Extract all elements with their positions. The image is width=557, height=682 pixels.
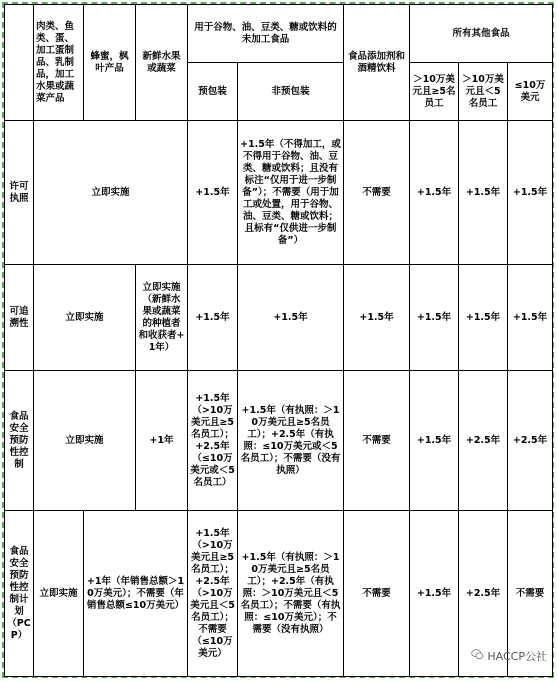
- cell-non-prepackaged: +1.5年（不得加工，或不得用于谷物、油、豆类、糖或饮料；且没有标注“仅用于进一步制备”）；不需要（用于加工或处置，用于谷物、油、豆类、糖或饮料；且标有“仅供进一步制备”）: [238, 121, 344, 265]
- header-fresh-produce: 新鲜水果或蔬菜: [136, 5, 188, 121]
- cell-additives: 不需要: [344, 121, 410, 265]
- cell-fresh-produce: +1年: [136, 371, 188, 511]
- cell-other-3: +1.5年: [508, 121, 553, 265]
- cell-additives: 不需要: [344, 511, 410, 677]
- header-non-prepackaged: 非预包装: [238, 63, 344, 121]
- watermark: [471, 648, 547, 664]
- row-label-pcp: 食品安全预防性控制计划（PCP）: [5, 511, 34, 677]
- header-over100k-5plus: ＞10万美元且≥5名员工: [410, 63, 459, 121]
- cell-prepackaged: +1.5年: [188, 265, 238, 371]
- cell-immediate: 立即实施: [34, 371, 136, 511]
- header-honey-maple: 蜂蜜，枫叶产品: [84, 5, 136, 121]
- cell-other-2: +1.5年: [459, 121, 508, 265]
- cell-other-3: 不需要: [508, 511, 553, 677]
- cell-non-prepackaged: +1.5年（有执照：＞10万美元且≥5名员工）；+2.5年（有执照：＞10万美元且＜5名员工）；不需要（有执照：≤10万美元）；不需要（没有执照）: [238, 511, 344, 677]
- header-additives: 食品添加剂和酒精饮料: [344, 5, 410, 121]
- header-over100k-under5: ＞10万美元且＜5名员工: [459, 63, 508, 121]
- regulation-table: [4, 4, 553, 677]
- watermark-text: HACCP公社: [487, 650, 547, 663]
- cell-other-1: +1.5年: [410, 371, 459, 511]
- cell-prepackaged: +1.5年（>10万美元且≥5名员工）；+2.5年（>10万美元且＜5名员工）；不需要（≤10万美元）: [188, 511, 238, 677]
- cell-immediate: 立即实施: [34, 121, 188, 265]
- cell-fresh-produce: 立即实施（新鲜水果或蔬菜的种植者和收获者+1年）: [136, 265, 188, 371]
- cell-other-1: +1.5年: [410, 121, 459, 265]
- header-grain-group: 用于谷物、油、豆类、糖或饮料的未加工食品: [188, 5, 344, 63]
- cell-prepackaged: +1.5年: [188, 121, 238, 265]
- row-label-preventive-controls: 食品安全预防性控制: [5, 371, 34, 511]
- cell-other-1: +1.5年: [410, 511, 459, 677]
- header-meat-dairy: 肉类、鱼类、蛋、加工蛋制品、乳制品，加工水果或蔬菜产品: [34, 5, 84, 121]
- header-prepackaged: 预包装: [188, 63, 238, 121]
- cell-non-prepackaged: +1.5年（有执照：＞10万美元且≥5名员工）；+2.5年（有执照：≤10万美元或＜5名员工）；不需要（没有执照）: [238, 371, 344, 511]
- cell-other-2: +2.5年: [459, 371, 508, 511]
- row-label-traceability: 可追溯性: [5, 265, 34, 371]
- header-under100k: ≤10万美元: [508, 63, 553, 121]
- cell-other-2: +2.5年: [459, 511, 508, 677]
- cell-immediate: 立即实施: [34, 265, 136, 371]
- wechat-icon: [471, 648, 484, 664]
- cell-other-2: +1.5年: [459, 265, 508, 371]
- cell-additives: +1.5年: [344, 265, 410, 371]
- header-other-foods: 所有其他食品: [410, 5, 553, 63]
- cell-immediate: 立即实施: [34, 511, 84, 677]
- cell-other-1: +1.5年: [410, 265, 459, 371]
- cell-other-3: +1.5年: [508, 265, 553, 371]
- row-label-license: 许可执照: [5, 121, 34, 265]
- cell-honey-fresh: +1年（年销售总额＞10万美元）；不需要（年销售总额≤10万美元）: [84, 511, 188, 677]
- corner-cell: [5, 5, 34, 121]
- cell-other-3: +2.5年: [508, 371, 553, 511]
- cell-additives: 不需要: [344, 371, 410, 511]
- cell-prepackaged: +1.5年（>10万美元且≥5名员工）；+2.5年（≤10万美元或＜5名员工）: [188, 371, 238, 511]
- cell-non-prepackaged: +1.5年: [238, 265, 344, 371]
